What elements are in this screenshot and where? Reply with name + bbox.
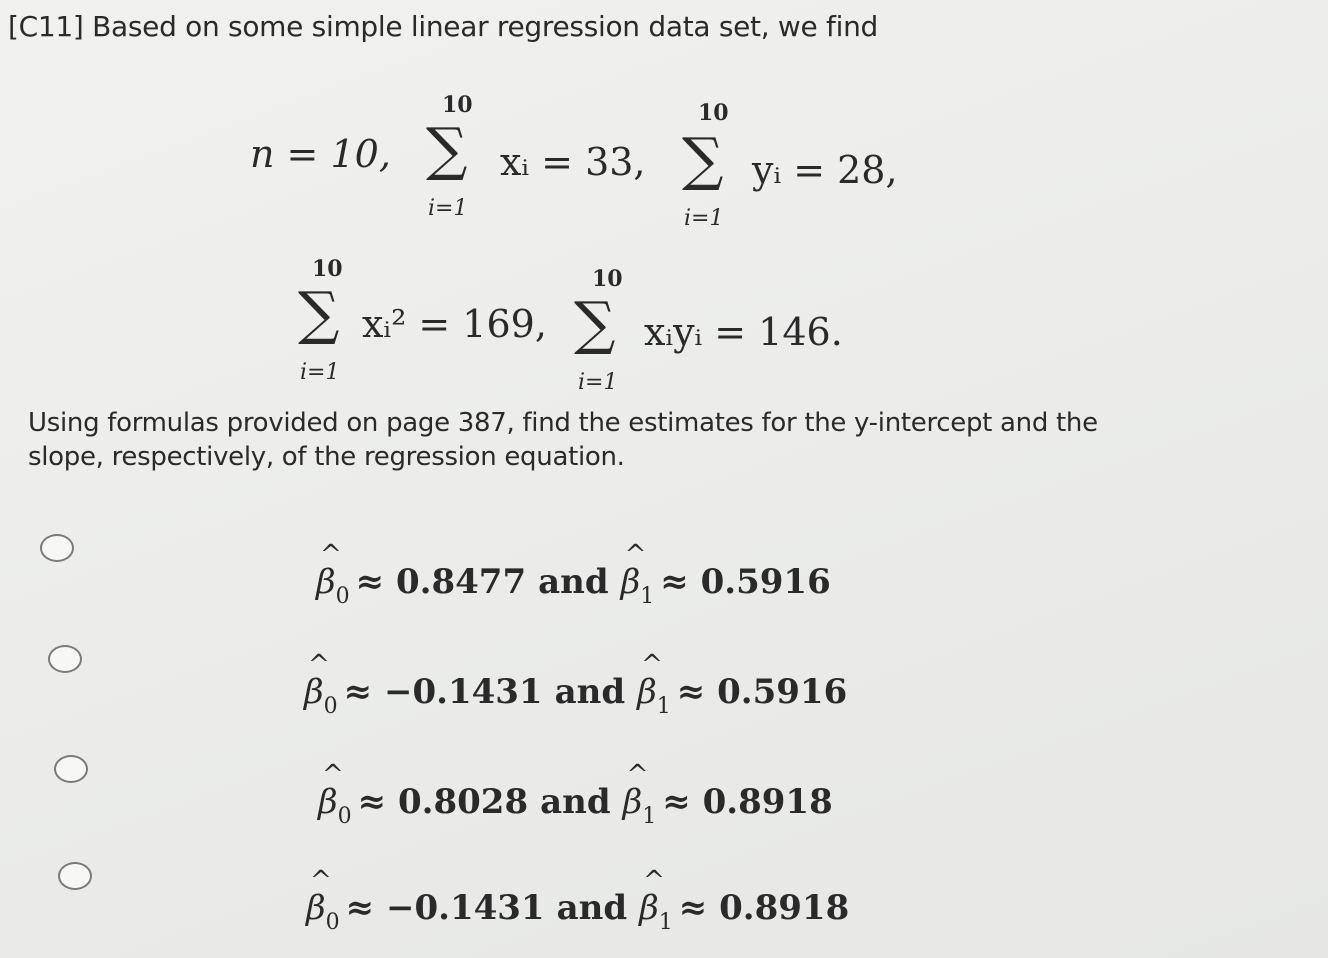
beta-0-symbol: ^ β xyxy=(304,650,330,712)
option-2-label[interactable]: ^ $\beta_0 \approx -0.1431$ and ^ $\beta_1 \approx 0.5916$ xyxy=(304,650,848,719)
sum-xy-sigma: ∑ xyxy=(574,289,616,357)
sum-x-lower: i=1 xyxy=(428,196,468,221)
sum-y-lower: i=1 xyxy=(684,206,724,231)
option-1-label[interactable]: ^ $\beta_0 \approx 0.8477$ and ^ $\beta_1 \approx 0.5916$ xyxy=(316,540,831,609)
sum-x-block xyxy=(420,92,500,232)
beta-1-symbol: ^ β xyxy=(620,540,647,602)
option-4-label[interactable]: ^ $\beta_0 \approx -0.1431$ and ^ $\beta_1 \approx 0.8918$ xyxy=(306,866,850,935)
sum-y-body: yᵢ = 28, xyxy=(752,148,898,192)
sum-xy-body: xᵢyᵢ = 146. xyxy=(644,310,843,354)
option-3-label[interactable]: ^ $\beta_0 \approx 0.8028$ and ^ $\beta_1 \approx 0.8918$ xyxy=(318,760,833,829)
beta-0-symbol: ^ β xyxy=(306,866,332,928)
option-1-radio[interactable] xyxy=(40,534,74,562)
sum-x2-lower: i=1 xyxy=(300,360,340,385)
sum-x2-body: xᵢ² = 169, xyxy=(362,302,547,346)
sum-x-sigma: ∑ xyxy=(426,115,468,183)
sum-x2-upper: 10 xyxy=(312,256,343,282)
sum-y-upper: 10 xyxy=(698,100,729,126)
beta-0-symbol: ^ β xyxy=(316,540,342,602)
sum-x-body: xᵢ = 33, xyxy=(500,140,646,184)
n-expression xyxy=(250,132,391,176)
n-equals-text: n = 10, xyxy=(250,132,391,176)
beta-0-symbol: ^ β xyxy=(318,760,344,822)
beta-1-symbol: ^ β xyxy=(637,650,663,712)
sum-x-upper: 10 xyxy=(442,92,473,118)
beta-1-symbol: ^ β xyxy=(622,760,649,822)
instructions: Using formulas provided on page 387, find the estimates for the y-intercept and the slope, respectively, of the regression equation. xyxy=(28,408,1098,472)
option-2-radio[interactable] xyxy=(48,645,82,673)
sum-xy-lower: i=1 xyxy=(578,370,618,395)
sum-x2-sigma: ∑ xyxy=(298,279,340,347)
sum-xy-block xyxy=(570,266,650,406)
question-title: [C11] Based on some simple linear regression data set, we find xyxy=(8,10,879,43)
beta-1-symbol: ^ β xyxy=(639,866,665,928)
sum-y-block xyxy=(676,100,756,240)
option-4-radio[interactable] xyxy=(58,862,92,890)
sum-xy-upper: 10 xyxy=(592,266,623,292)
option-3-radio[interactable] xyxy=(54,755,88,783)
sum-y-sigma: ∑ xyxy=(682,125,724,193)
